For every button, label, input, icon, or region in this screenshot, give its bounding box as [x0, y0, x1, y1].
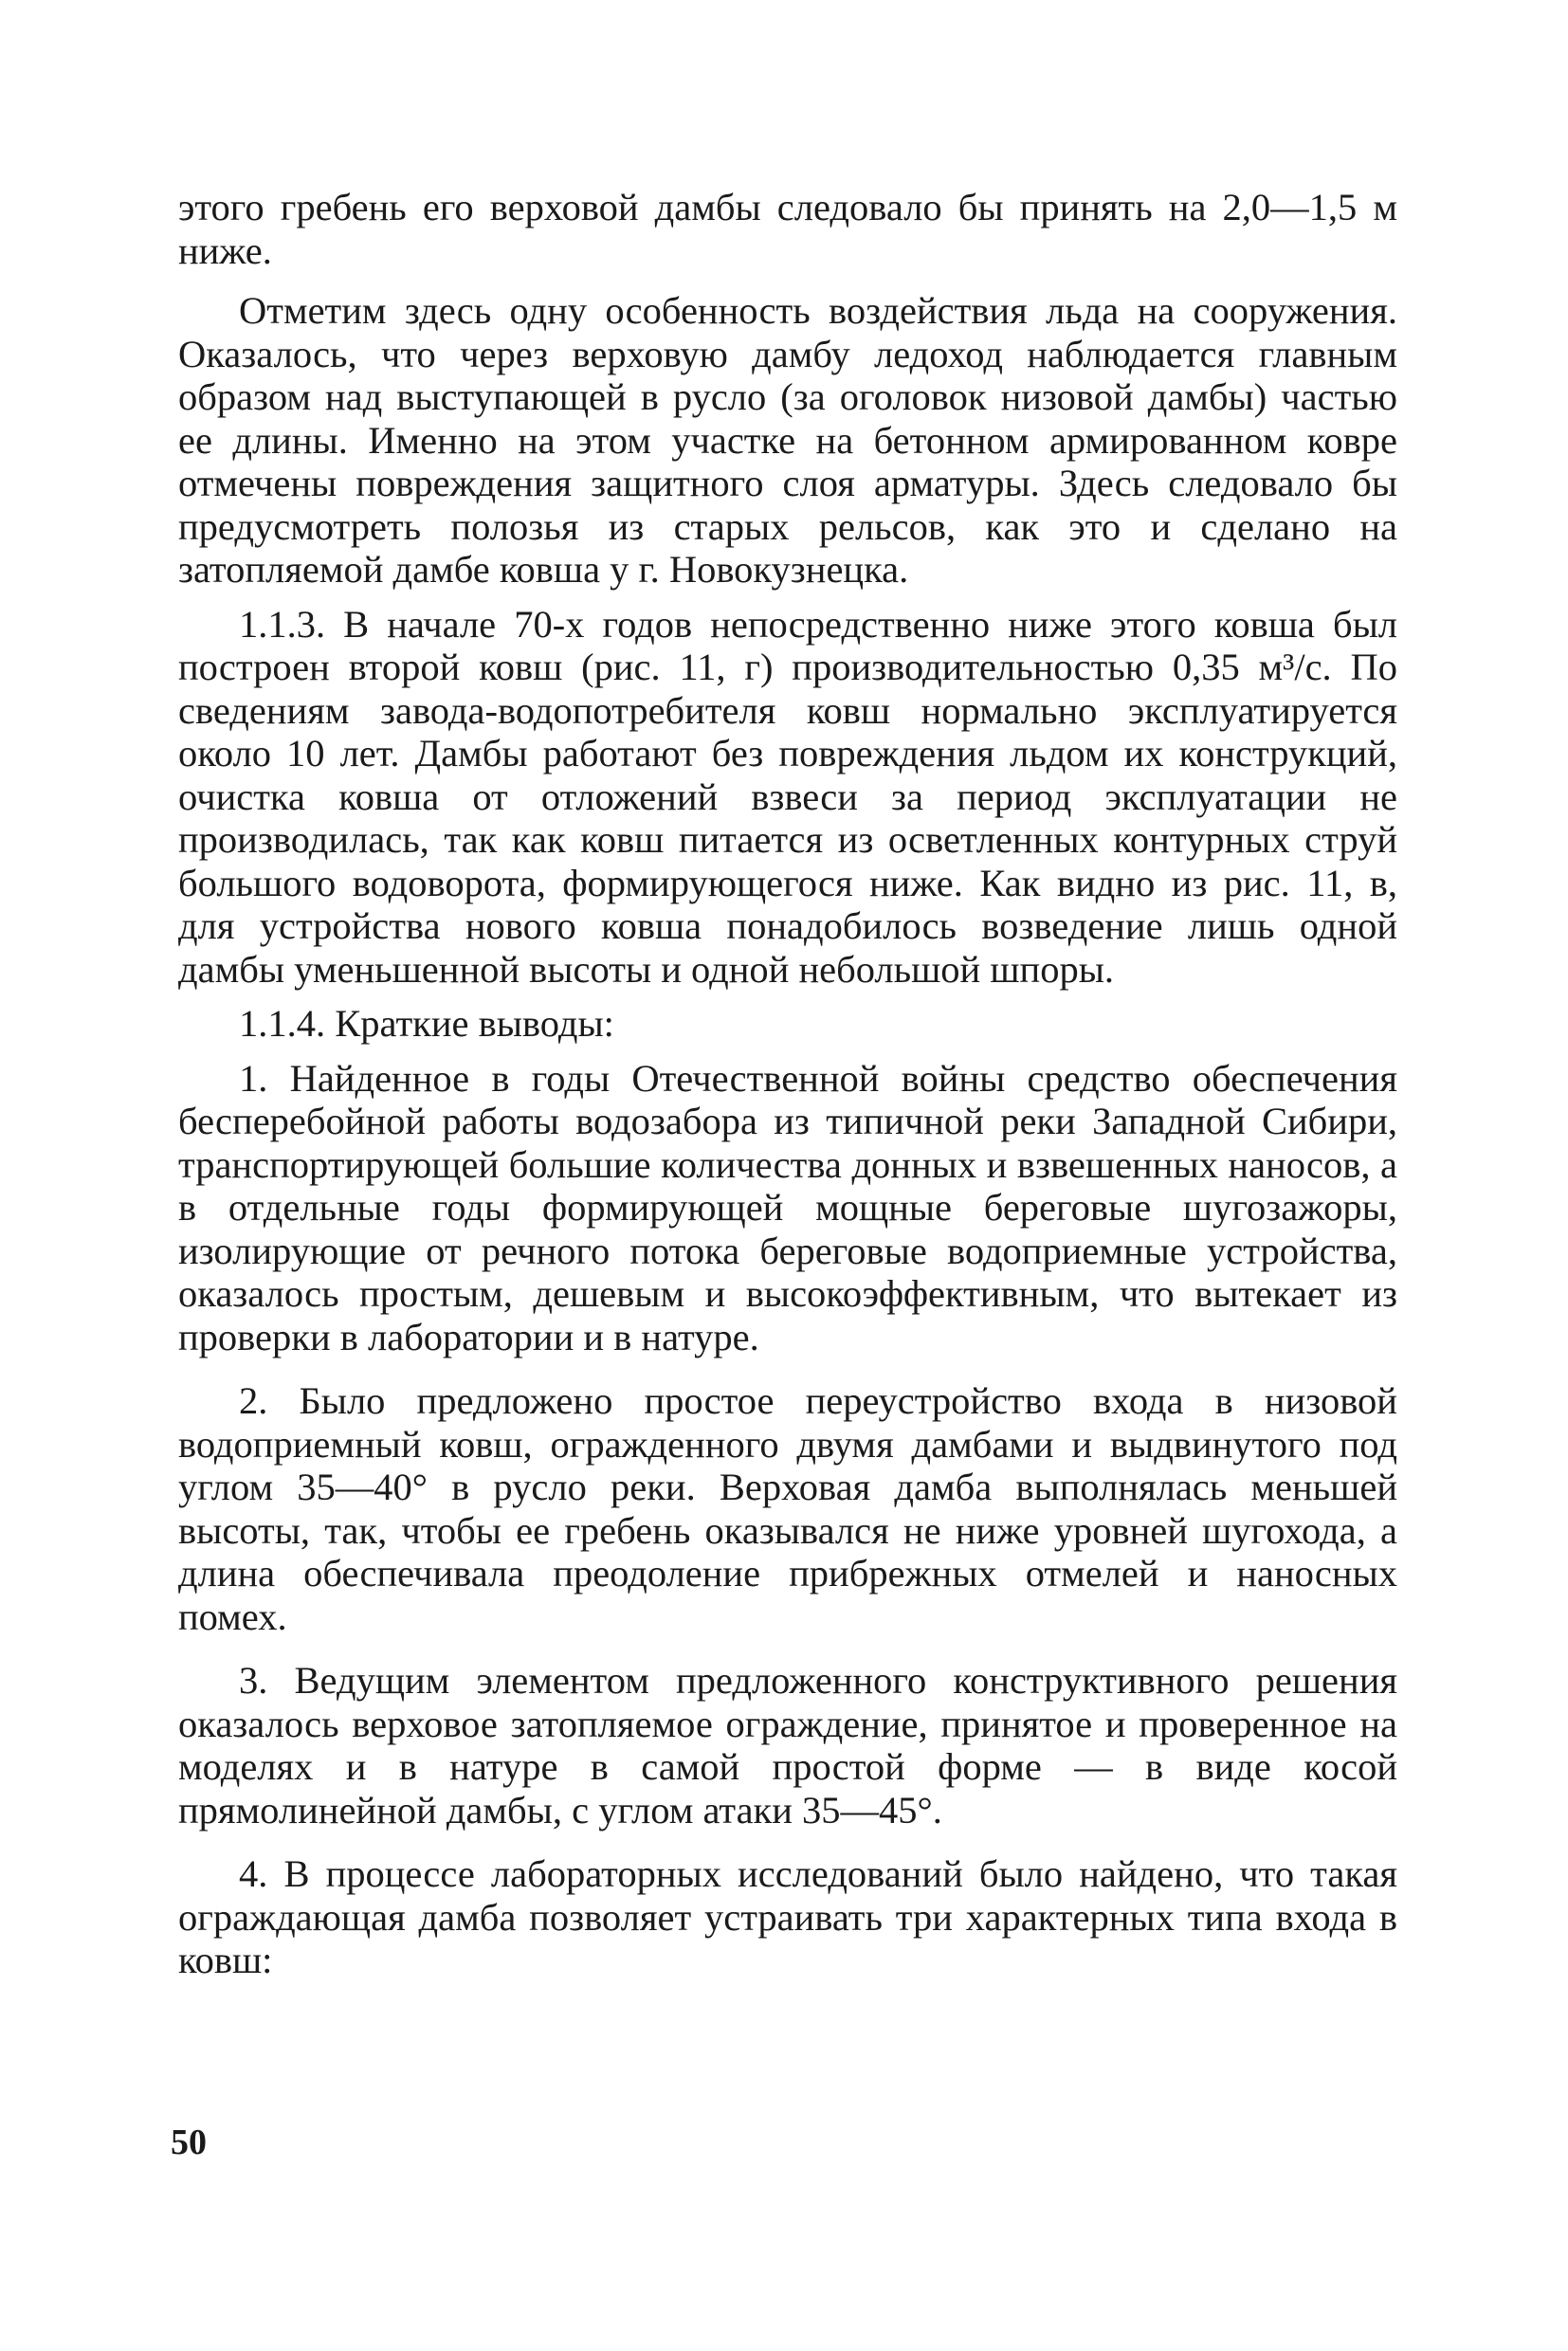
section-heading-1-1-4: 1.1.4. Краткие выводы:	[239, 1002, 614, 1045]
paragraph-ice-impact: Отметим здесь одну особенность воздействия льда на сооружения. Оказалось, что через верховую дамбу ледоход наблюдается главным образом над выступающей в русло (за оголовок низовой дамбы) частью ее длины. Именно на этом участке на бетонном армированном ковре отмечены повреждения защитного слоя арматуры. Здесь следовало бы предусмотреть полозья из старых рельсов, как это и сделано на затопляемой дамбе ковша у г. Новокузнецка.	[178, 289, 1397, 591]
page-body	[178, 186, 1397, 1982]
conclusion-item-2: 2. Было предложено простое переустройство входа в низовой водоприемный ковш, огражденного двумя дамбами и выдвинутого под углом 35—40° в русло реки. Верховая дамба выполнялась меньшей высоты, так, чтобы ее гребень оказывался не ниже уровней шугохода, а длина обеспечивала преодоление прибрежных отмелей и наносных помех.	[178, 1379, 1397, 1638]
paragraph-section-1-1-3: 1.1.3. В начале 70-х годов непосредственно ниже этого ковша был построен второй ковш (рис. 11, г) производительностью 0,35 м³/с. По сведениям завода-водопотребителя ковш нормально эксплуатируется около 10 лет. Дамбы работают без повреждения льдом их конструкций, очистка ковша от отложений взвеси за период эксплуатации не производилась, так как ковш питается из осветленных контурных струй большого водоворота, формирующегося ниже. Как видно из рис. 11, в, для устройства нового ковша понадобилось возведение лишь одной дамбы уменьшенной высоты и одной небольшой шпоры.	[178, 602, 1397, 991]
page-number: 50	[171, 2123, 207, 2162]
conclusion-item-1: 1. Найденное в годы Отечественной войны средство обеспечения бесперебойной работы водозабора из типичной реки Западной Сибири, транспортирующей большие количества донных и взвешенных наносов, а в отдельные годы формирующей мощные береговые шугозажоры, изолирующие от речного потока береговые водоприемные устройства, оказалось простым, дешевым и высокоэффективным, что вытекает из проверки в лаборатории и в натуре.	[178, 1056, 1397, 1358]
paragraph-continuation: этого гребень его верховой дамбы следовало бы принять на 2,0—1,5 м ниже.	[178, 186, 1397, 272]
conclusion-item-3: 3. Ведущим элементом предложенного конструктивного решения оказалось верховое затопляемое ограждение, принятое и проверенное на моделях и в натуре в самой простой форме — в виде косой прямолинейной дамбы, с углом атаки 35—45°.	[178, 1659, 1397, 1832]
conclusion-item-4: 4. В процессе лабораторных исследований было найдено, что такая ограждающая дамба позволяет устраивать три характерных типа входа в ковш:	[178, 1852, 1397, 1981]
